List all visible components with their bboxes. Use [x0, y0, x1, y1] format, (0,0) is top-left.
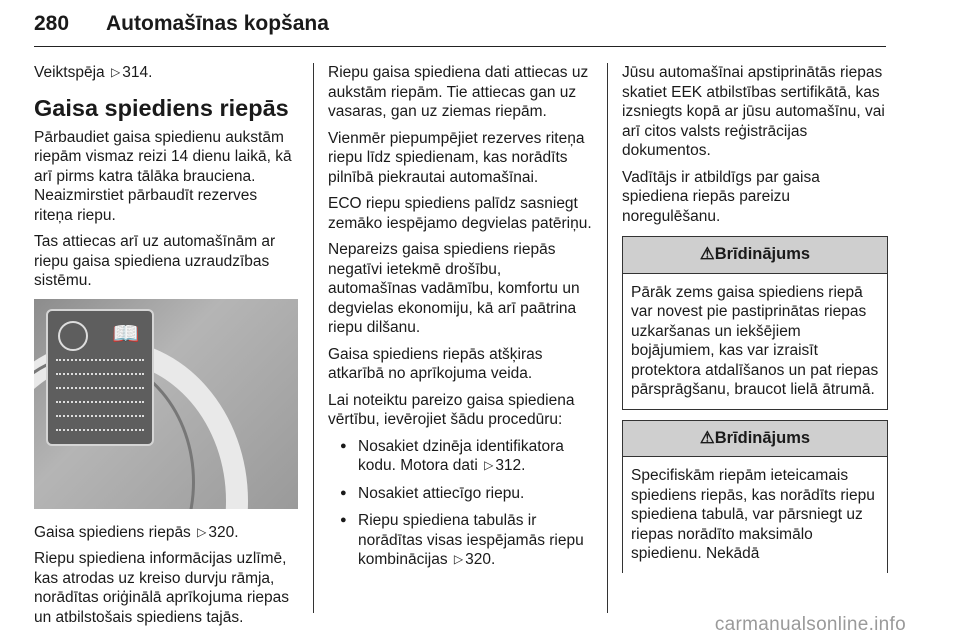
paragraph: Lai noteiktu pareizo gaisa spiediena vērtību, ievērojiet šādu procedūru:: [328, 391, 575, 428]
page-ref-arrow-icon: ▷: [484, 458, 494, 472]
paragraph: ECO riepu spiediens palīdz sasniegt zemāko iespējamo degvielas patēriņu.: [328, 195, 592, 232]
column-left: [34, 63, 300, 634]
warning-text: Pārāk zems gaisa spiediens riepā var novest pie pastiprinātas riepas uzkaršanas un iekšējiem bojājumiem, kas var izraisīt protektora atdalīšanos un pat riepas pārsprāgšanu, braucot lielā ātrumā.: [631, 283, 879, 398]
page-number: 280: [34, 12, 70, 35]
paragraph: Tas attiecas arī uz automašīnām ar riepu gaisa spiediena uzraudzības sistēmu.: [34, 233, 276, 289]
manual-book-icon: 📖: [112, 320, 140, 346]
column-middle: [328, 63, 594, 578]
page-ref-arrow-icon: ▷: [110, 65, 121, 79]
page-ref-arrow-icon: ▷: [453, 552, 464, 566]
paragraph: Riepu spiediena informācijas uzlīmē, kas atrodas uz kreiso durvju rāmja, norādītas oriģinālā aprīkojuma riepas un atbilstošais spiediens tajās.: [34, 550, 290, 626]
warning-triangle-icon: ⚠: [699, 245, 715, 263]
paragraph: Pārbaudiet gaisa spiedienu aukstām riepām vismaz reizi 14 dienu laikā, kā arī pirms katra tālāka brauciena. Neaizmirstiet pārbaudīt rezerves riteņa riepu.: [34, 128, 292, 224]
tire-icon: [58, 321, 88, 351]
list-item: ● Riepu spiediena tabulās ir norādītas visas iespējamās riepu kombinācijas ▷ 320.: [328, 511, 594, 570]
warning-header: ⚠Brīdinājums: [623, 421, 887, 458]
warning-body: [623, 274, 887, 409]
procedure-list: [328, 437, 594, 570]
label-row: [56, 373, 144, 381]
page-header: [34, 12, 886, 47]
watermark: carmanualsonline.info: [714, 614, 906, 635]
label-row: [56, 415, 144, 423]
warning-text: Specifiskām riepām ieteicamais spiediens riepās, kas norādīts riepu spiediena tabulā, var pārsniegt uz riepas norādīto maksimālo spiedienu. Nekādā: [631, 467, 875, 562]
warning-header: ⚠Brīdinājums: [623, 237, 887, 274]
paragraph: Riepu gaisa spiediena dati attiecas uz aukstām riepām. Tie attiecas gan uz vasaras, gan uz ziemas riepām.: [328, 64, 589, 120]
label-row: [56, 387, 144, 395]
paragraph: Nepareizs gaisa spiediens riepās negatīvi ietekmē drošību, automašīnas vadāmību, komfortu un degvielas ekonomiju, kā arī paātrina riepu dilšanu.: [328, 241, 580, 336]
tire-pressure-label-image: [46, 309, 154, 446]
section-title: Automašīnas kopšana: [106, 12, 329, 35]
warning-box: [622, 420, 888, 573]
paragraph: Gaisa spiediens riepās atšķiras atkarībā no aprīkojuma veida.: [328, 345, 543, 382]
paragraph: Vadītājs ir atbildīgs par gaisa spiediena riepās pareizu noregulēšanu.: [622, 168, 820, 225]
warning-body: [623, 457, 887, 573]
column-divider: [607, 63, 608, 613]
warning-box: [622, 236, 888, 410]
intro-line: Veiktspēja ▷ 314.: [34, 64, 153, 81]
figure-caption: Gaisa spiediens riepās ▷ 320.: [34, 523, 239, 541]
paragraph: Vienmēr piepumpējiet rezerves riteņa riepu līdz spiedienam, kas norādīts pilnībā piekrautai automašīnai.: [328, 129, 585, 186]
label-row: [56, 359, 144, 367]
label-row: [56, 429, 144, 437]
door-frame-photo: [34, 299, 298, 509]
page-ref-arrow-icon: ▷: [197, 524, 207, 539]
label-row: [56, 401, 144, 409]
paragraph: Jūsu automašīnai apstiprinātās riepas skatiet EEK atbilstības sertifikātā, kas izsniegts kopā ar jūsu automašīnu, vai arī citos valsts reģistrācijas dokumentos.: [622, 64, 885, 159]
list-item: ● Nosakiet attiecīgo riepu.: [328, 484, 594, 504]
list-item: ● Nosakiet dzinēja identifikatora kodu. Motora dati ▷ 312.: [328, 437, 594, 476]
section-heading: Gaisa spiediens riepās: [34, 94, 289, 121]
column-divider: [313, 63, 314, 613]
warning-triangle-icon: ⚠: [699, 428, 715, 447]
column-right: [622, 63, 888, 573]
